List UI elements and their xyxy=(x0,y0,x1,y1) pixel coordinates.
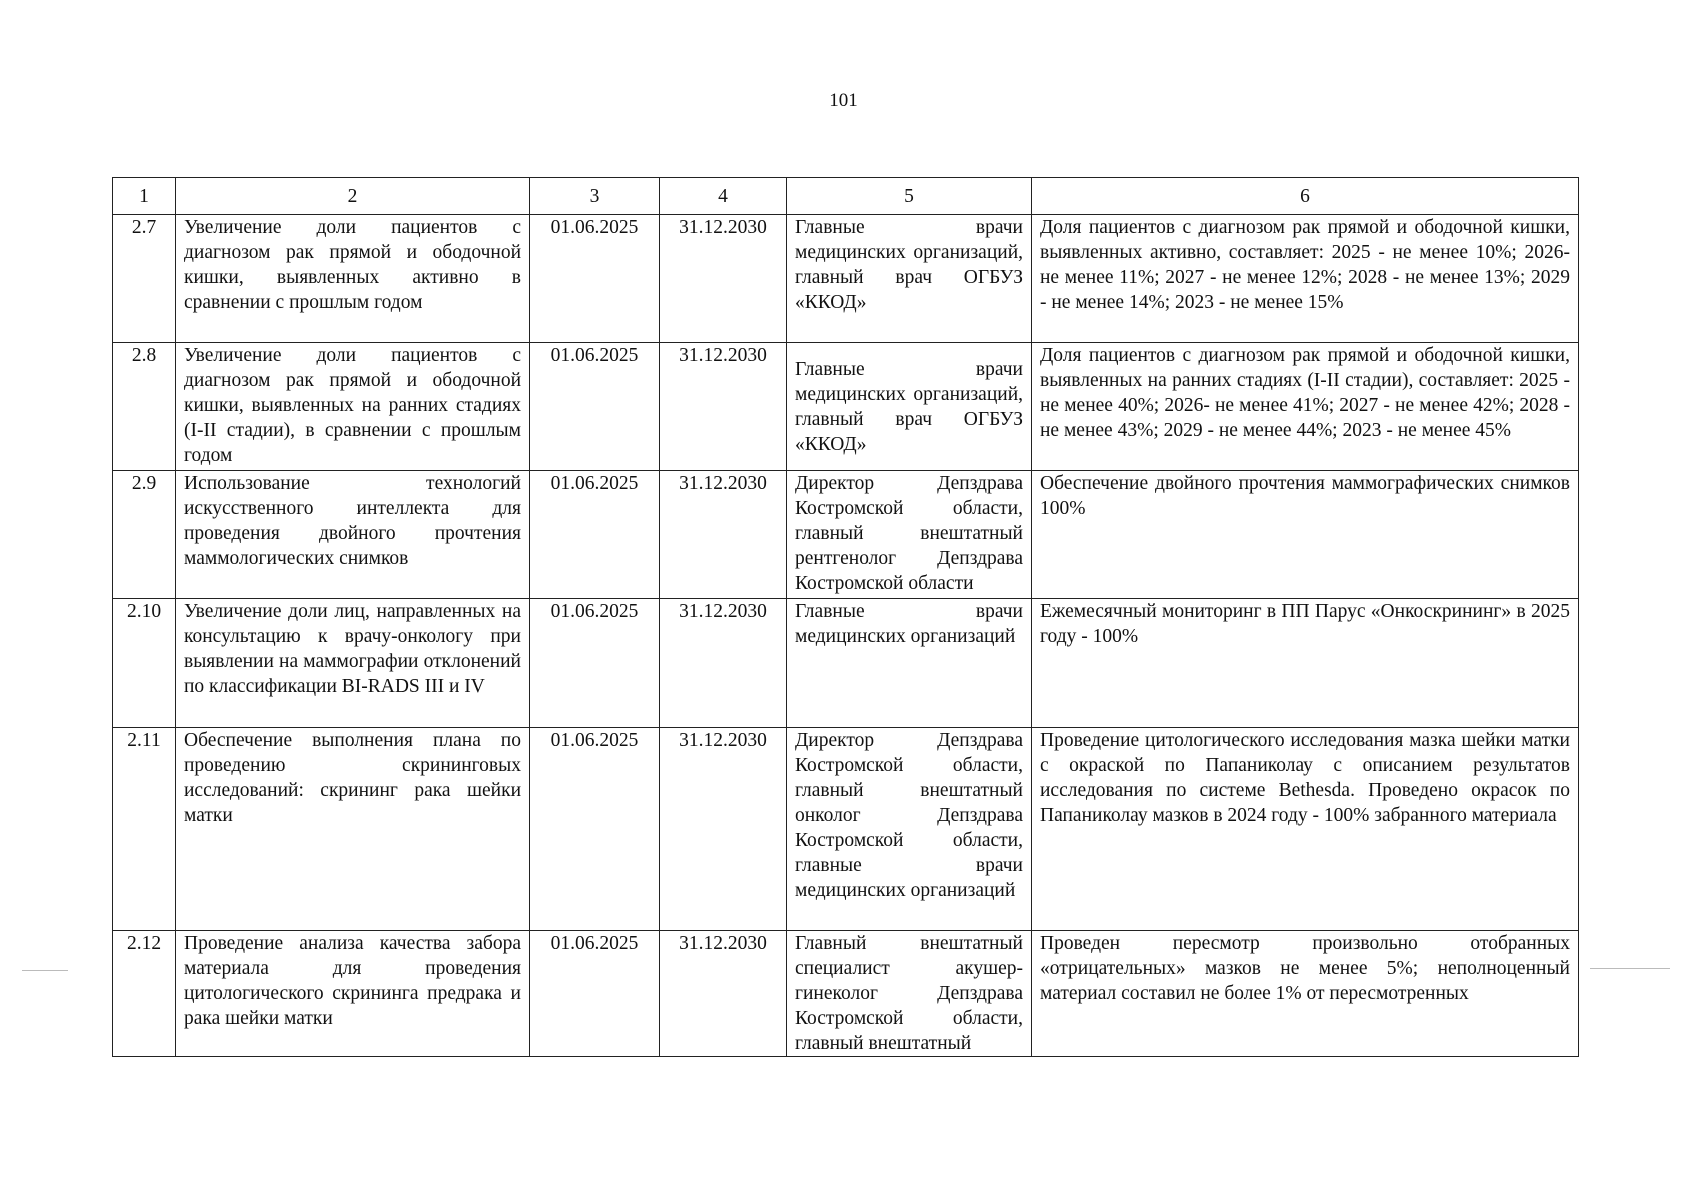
row-responsible: Директор Депздрава Костромской области, главный внештатный рентгенолог Депздрава Костромской области xyxy=(787,471,1032,599)
table-row xyxy=(113,728,1579,931)
table-row xyxy=(113,471,1579,599)
table-header xyxy=(113,178,1579,215)
row-responsible: Главные врачи медицинских организаций, главный врач ОГБУЗ «ККОД» xyxy=(787,215,1032,343)
row-action: Увеличение доли лиц, направленных на консультацию к врачу-онкологу при выявлении на маммографии отклонений по классификации BI-RADS III и IV xyxy=(176,599,530,728)
header-col-1: 1 xyxy=(113,178,176,215)
row-end-date: 31.12.2030 xyxy=(660,471,787,599)
header-col-3: 3 xyxy=(530,178,660,215)
row-number: 2.10 xyxy=(113,599,176,728)
row-result: Обеспечение двойного прочтения маммографических снимков 100% xyxy=(1032,471,1579,599)
row-number: 2.12 xyxy=(113,931,176,1057)
row-start-date: 01.06.2025 xyxy=(530,931,660,1057)
header-col-5: 5 xyxy=(787,178,1032,215)
row-end-date: 31.12.2030 xyxy=(660,599,787,728)
table-row xyxy=(113,343,1579,471)
header-col-4: 4 xyxy=(660,178,787,215)
row-responsible: Директор Депздрава Костромской области, главный внештатный онколог Депздрава Костромской области, главные врачи медицинских организаций xyxy=(787,728,1032,931)
row-responsible: Главные врачи медицинских организаций xyxy=(787,599,1032,728)
row-responsible: Главный внештатный специалист акушер-гинеколог Депздрава Костромской области, главный внештатный xyxy=(787,931,1032,1057)
row-responsible: Главные врачи медицинских организаций, главный врач ОГБУЗ «ККОД» xyxy=(787,343,1032,471)
row-action: Обеспечение выполнения плана по проведению скрининговых исследований: скрининг рака шейки матки xyxy=(176,728,530,931)
row-start-date: 01.06.2025 xyxy=(530,471,660,599)
row-result: Доля пациентов с диагнозом рак прямой и ободочной кишки, выявленных активно, составляет: 2025 - не менее 10%; 2026- не менее 11%; 2027 - не менее 12%; 2028 - не менее 13%; 2029 - не менее 14%; 2023 - не менее 15% xyxy=(1032,215,1579,343)
row-end-date: 31.12.2030 xyxy=(660,215,787,343)
page-number: 101 xyxy=(829,90,858,111)
row-result: Проведение цитологического исследования мазка шейки матки с окраской по Папаниколау с описанием результатов исследования по системе Bethesda. Проведено окрасок по Папаниколау мазков в 2024 году - 100% забранного материала xyxy=(1032,728,1579,931)
header-col-6: 6 xyxy=(1032,178,1579,215)
header-row xyxy=(113,178,1579,215)
scan-artifact-left xyxy=(22,970,68,971)
row-number: 2.11 xyxy=(113,728,176,931)
row-result: Доля пациентов с диагнозом рак прямой и ободочной кишки, выявленных на ранних стадиях (I-II стадии), составляет: 2025 - не менее 40%; 2026- не менее 41%; 2027 - не менее 42%; 2028 - не менее 43%; 2029 - не менее 44%; 2023 - не менее 45% xyxy=(1032,343,1579,471)
measures-table xyxy=(112,177,1579,1057)
header-col-2: 2 xyxy=(176,178,530,215)
row-end-date: 31.12.2030 xyxy=(660,728,787,931)
row-number: 2.9 xyxy=(113,471,176,599)
row-number: 2.7 xyxy=(113,215,176,343)
row-action: Увеличение доли пациентов с диагнозом рак прямой и ободочной кишки, выявленных активно в сравнении с прошлым годом xyxy=(176,215,530,343)
row-result: Проведен пересмотр произвольно отобранных «отрицательных» мазков не менее 5%; неполноценный материал составил не более 1% от пересмотренных xyxy=(1032,931,1579,1057)
row-action: Использование технологий искусственного интеллекта для проведения двойного прочтения маммологических снимков xyxy=(176,471,530,599)
row-end-date: 31.12.2030 xyxy=(660,343,787,471)
row-action: Увеличение доли пациентов с диагнозом рак прямой и ободочной кишки, выявленных на ранних стадиях (I-II стадии), в сравнении с прошлым годом xyxy=(176,343,530,471)
row-start-date: 01.06.2025 xyxy=(530,599,660,728)
row-end-date: 31.12.2030 xyxy=(660,931,787,1057)
row-start-date: 01.06.2025 xyxy=(530,215,660,343)
table-body xyxy=(113,215,1579,1057)
row-start-date: 01.06.2025 xyxy=(530,728,660,931)
row-action: Проведение анализа качества забора материала для проведения цитологического скрининга предрака и рака шейки матки xyxy=(176,931,530,1057)
row-number: 2.8 xyxy=(113,343,176,471)
table-row xyxy=(113,215,1579,343)
row-start-date: 01.06.2025 xyxy=(530,343,660,471)
row-result: Ежемесячный мониторинг в ПП Парус «Онкоскрининг» в 2025 году - 100% xyxy=(1032,599,1579,728)
table-row xyxy=(113,931,1579,1057)
table-row xyxy=(113,599,1579,728)
scan-artifact-right xyxy=(1590,968,1670,969)
